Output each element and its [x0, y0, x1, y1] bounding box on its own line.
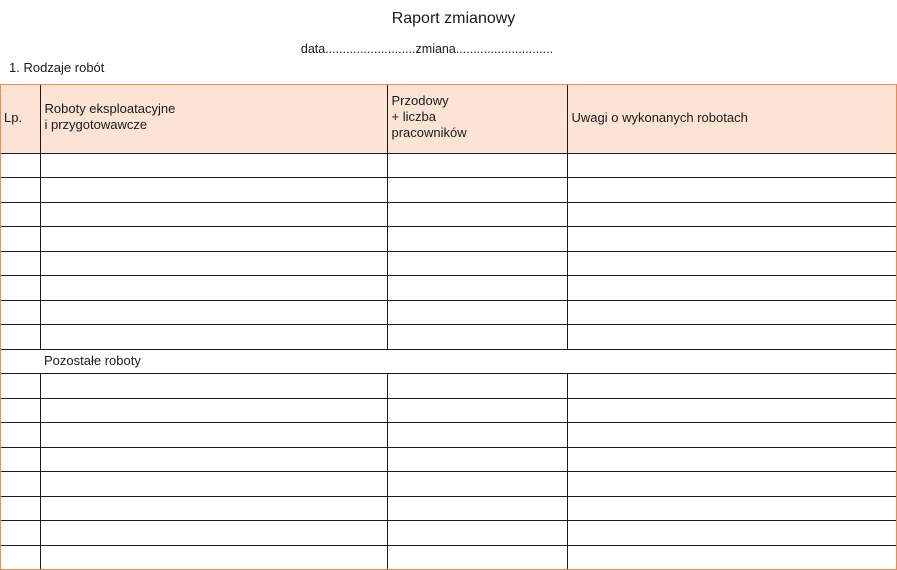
subheader-row [0, 349, 897, 374]
notes-cell[interactable] [567, 521, 897, 546]
lp-cell[interactable] [0, 472, 40, 497]
notes-cell[interactable] [567, 276, 897, 301]
lp-cell[interactable] [0, 202, 40, 227]
table-row [0, 398, 897, 423]
document-title: Raport zmianowy [391, 10, 516, 27]
table-row [0, 276, 897, 301]
table-row [0, 496, 897, 521]
crew-cell[interactable] [387, 447, 567, 472]
lp-cell[interactable] [0, 521, 40, 546]
work-type-cell[interactable] [40, 227, 387, 252]
crew-cell[interactable] [387, 545, 567, 570]
work-type-cell[interactable] [40, 496, 387, 521]
shift-report-table [0, 84, 897, 570]
crew-cell[interactable] [387, 276, 567, 301]
date-shift-line: data..........................zmiana............................ [300, 42, 554, 56]
header-crew-line3: pracowników [391, 125, 467, 140]
lp-cell[interactable] [0, 276, 40, 301]
work-type-cell[interactable] [40, 423, 387, 448]
work-type-cell[interactable] [40, 447, 387, 472]
crew-cell[interactable] [387, 300, 567, 325]
work-type-cell[interactable] [40, 472, 387, 497]
table-row [0, 227, 897, 252]
table-row [0, 202, 897, 227]
table-row [0, 325, 897, 350]
notes-cell[interactable] [567, 374, 897, 399]
header-crew [387, 84, 567, 153]
lp-cell[interactable] [0, 227, 40, 252]
notes-cell[interactable] [567, 325, 897, 350]
header-notes: Uwagi o wykonanych robotach [567, 84, 897, 153]
lp-cell[interactable] [0, 374, 40, 399]
lp-cell[interactable] [0, 251, 40, 276]
notes-cell[interactable] [567, 496, 897, 521]
notes-cell[interactable] [567, 447, 897, 472]
table-row [0, 447, 897, 472]
table-row [0, 374, 897, 399]
header-work-type [40, 84, 387, 153]
section-label: 1. Rodzaje robót [9, 60, 105, 75]
notes-cell[interactable] [567, 227, 897, 252]
notes-cell[interactable] [567, 300, 897, 325]
crew-cell[interactable] [387, 325, 567, 350]
table-row [0, 545, 897, 570]
crew-cell[interactable] [387, 521, 567, 546]
header-crew-line2: + liczba [391, 109, 436, 124]
lp-cell[interactable] [0, 496, 40, 521]
crew-cell[interactable] [387, 251, 567, 276]
table-row [0, 472, 897, 497]
crew-cell[interactable] [387, 472, 567, 497]
crew-cell[interactable] [387, 496, 567, 521]
lp-cell[interactable] [0, 545, 40, 570]
work-type-cell[interactable] [40, 202, 387, 227]
table-row [0, 153, 897, 178]
lp-cell[interactable] [0, 325, 40, 350]
crew-cell[interactable] [387, 227, 567, 252]
work-type-cell[interactable] [40, 276, 387, 301]
work-type-cell[interactable] [40, 545, 387, 570]
work-type-cell[interactable] [40, 300, 387, 325]
work-type-cell[interactable] [40, 521, 387, 546]
table-row [0, 178, 897, 203]
notes-cell[interactable] [567, 472, 897, 497]
work-type-cell[interactable] [40, 251, 387, 276]
crew-cell[interactable] [387, 374, 567, 399]
notes-cell[interactable] [567, 251, 897, 276]
notes-cell[interactable] [567, 423, 897, 448]
other-works-subheader: Pozostałe roboty [0, 349, 897, 374]
header-work-type-line1: Roboty eksploatacyjne [44, 101, 176, 116]
header-work-type-line2: i przygotowawcze [44, 117, 148, 132]
crew-cell[interactable] [387, 423, 567, 448]
work-type-cell[interactable] [40, 325, 387, 350]
crew-cell[interactable] [387, 178, 567, 203]
work-type-cell[interactable] [40, 153, 387, 178]
work-type-cell[interactable] [40, 178, 387, 203]
notes-cell[interactable] [567, 153, 897, 178]
table-row [0, 251, 897, 276]
table-body [0, 153, 897, 570]
header-crew-line1: Przodowy [391, 93, 449, 108]
lp-cell[interactable] [0, 178, 40, 203]
notes-cell[interactable] [567, 178, 897, 203]
notes-cell[interactable] [567, 545, 897, 570]
notes-cell[interactable] [567, 202, 897, 227]
table-header-row [0, 84, 897, 153]
crew-cell[interactable] [387, 398, 567, 423]
lp-cell[interactable] [0, 153, 40, 178]
lp-cell[interactable] [0, 300, 40, 325]
table-row [0, 300, 897, 325]
lp-cell[interactable] [0, 398, 40, 423]
lp-cell[interactable] [0, 423, 40, 448]
work-type-cell[interactable] [40, 374, 387, 399]
crew-cell[interactable] [387, 202, 567, 227]
header-lp: Lp. [0, 84, 40, 153]
table-row [0, 521, 897, 546]
table-row [0, 423, 897, 448]
lp-cell[interactable] [0, 447, 40, 472]
crew-cell[interactable] [387, 153, 567, 178]
work-type-cell[interactable] [40, 398, 387, 423]
notes-cell[interactable] [567, 398, 897, 423]
